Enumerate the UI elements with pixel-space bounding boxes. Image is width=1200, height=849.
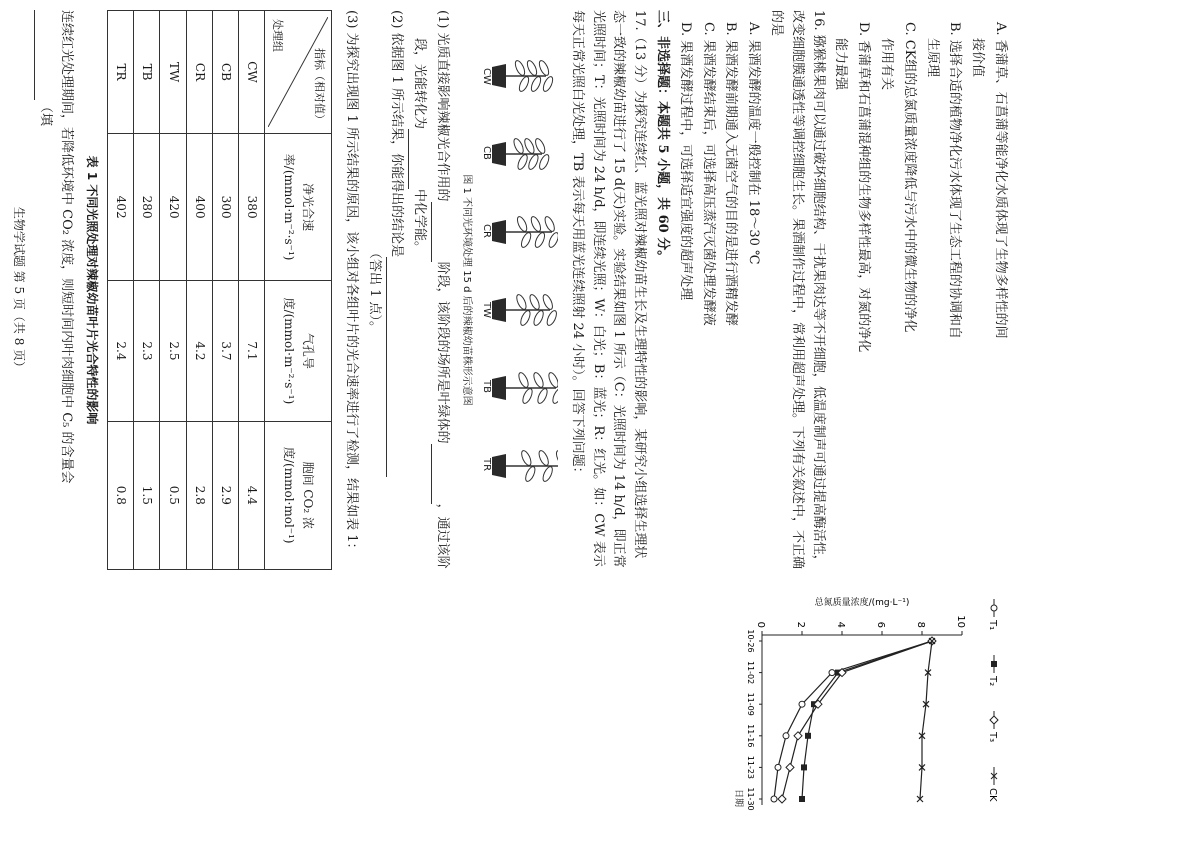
x-axis-label: 日期 bbox=[733, 788, 743, 807]
section-3-heading bbox=[651, 10, 672, 570]
plant-label: TW bbox=[481, 302, 493, 318]
data-point bbox=[829, 670, 835, 676]
chart-svg bbox=[710, 595, 1010, 825]
table-cell: 2.3 bbox=[134, 281, 160, 421]
blank-5[interactable] bbox=[34, 10, 48, 100]
page-footer: 生物学试题 第 5 页（共 8 页） bbox=[12, 206, 27, 374]
table-cell: 380 bbox=[238, 134, 264, 281]
series-line bbox=[774, 641, 932, 799]
legend-label: T₂ bbox=[987, 676, 998, 687]
q17-part-2-score: （答出 1 点）。 bbox=[366, 245, 382, 335]
table-cell: 2.8 bbox=[186, 421, 212, 569]
data-point bbox=[783, 733, 789, 739]
data-point bbox=[794, 732, 802, 740]
plant-sketch bbox=[490, 50, 558, 102]
table-corner-cell bbox=[265, 11, 332, 134]
legend-marker bbox=[990, 716, 998, 724]
plant-label: TB bbox=[481, 380, 493, 393]
q16-option-b: B. 果酒发酵前期通入无菌空气的目的是进行酒精发酵 bbox=[723, 22, 739, 326]
q17-part-1-d: 段，光能转化为 bbox=[412, 38, 428, 130]
table-cell: 1.5 bbox=[134, 421, 160, 569]
table-row bbox=[238, 11, 264, 570]
data-point bbox=[771, 796, 777, 802]
q17-part-1 bbox=[431, 10, 452, 570]
q16-option-c: C. 果酒发酵结束后，可选择高压蒸汽灭菌处理发酵液 bbox=[700, 22, 716, 326]
plant-icon bbox=[490, 128, 558, 180]
x-tick-label: 11-02 bbox=[746, 660, 755, 685]
q17-part-4 bbox=[34, 10, 76, 570]
y-tick-label: 2 bbox=[795, 621, 806, 628]
option-a: A. 香蒲草、石菖蒲等能净化水质体现了生物多样性的间 bbox=[993, 22, 1008, 339]
data-point bbox=[799, 796, 805, 802]
data-point bbox=[801, 764, 807, 770]
y-tick-label: 4 bbox=[835, 621, 846, 628]
legend-label: T₃ bbox=[987, 732, 998, 743]
table-cell: 7.1 bbox=[238, 281, 264, 421]
q17-part-1-cont bbox=[408, 38, 429, 570]
table-header-row bbox=[265, 11, 332, 570]
data-point bbox=[775, 764, 781, 770]
legend-label: T₁ bbox=[987, 620, 998, 631]
q17-part-1-a: (1) 光质直接影响辣椒光合作用的 bbox=[435, 10, 451, 202]
y-tick-label: 0 bbox=[755, 621, 766, 628]
plant-icon bbox=[490, 206, 558, 258]
q17-part-1-e: 中化学能。 bbox=[412, 189, 428, 255]
legend-marker bbox=[991, 661, 997, 667]
x-tick-label: 10-26 bbox=[746, 629, 755, 653]
data-point bbox=[778, 795, 786, 803]
plant-label: CR bbox=[481, 224, 493, 238]
figure-1-plants bbox=[480, 40, 558, 570]
table-row bbox=[134, 11, 160, 570]
x-tick-label: 11-16 bbox=[746, 724, 755, 748]
table-cell: CW bbox=[238, 11, 264, 134]
blank-2[interactable] bbox=[431, 444, 445, 504]
y-tick-label: 10 bbox=[955, 615, 966, 628]
table-row bbox=[212, 11, 238, 570]
data-point bbox=[799, 701, 805, 707]
col-header-1: 气孔导度/(mmol·m⁻²·s⁻¹) bbox=[265, 281, 332, 421]
blank-3[interactable] bbox=[408, 129, 422, 189]
plant-label: CB bbox=[481, 146, 493, 160]
plant-icon bbox=[490, 50, 558, 102]
plant-sketch bbox=[490, 362, 558, 414]
col-header-0: 净光合速率/(mmol·m⁻²·s⁻¹) bbox=[265, 134, 332, 281]
table-row bbox=[107, 11, 133, 570]
table-cell: 0.8 bbox=[107, 421, 133, 569]
q16-option-a: A. 果酒发酵的温度一般控制在 18～30 ℃ bbox=[746, 22, 762, 265]
question-17: 17.（13 分）为探究连续红、蓝光照对辣椒幼苗生长及生理特性的影响，某研究小组选择生理状态一致的辣椒幼苗进行了 15 d(天)实验。实验结果如图 1 所示（C：光照时间为 14 h/d，即正常光照时间；T：光照时间为 24 h/d，即连续光照；W：白光；B：蓝光；R：红光。如：CW 表示每天正常光照白光处理，TB 表示每天用蓝光连续照射 24 小时）。回答下列问题： bbox=[569, 10, 648, 568]
table-cell: 2.4 bbox=[107, 281, 133, 421]
table-cell: 400 bbox=[186, 134, 212, 281]
q17-part-3: (3) 为探究出现图 1 所示结果的原因，该小组对各组叶片的光合速率进行了检测，结果如表 1： bbox=[343, 10, 359, 556]
col-header-2: 胞间 CO₂ 浓度/(mmol·mol⁻¹) bbox=[265, 421, 332, 569]
q17-part-4-text: 连续红光处理期间，若降低环境中 CO₂ 浓度，则短时间内叶肉细胞中 C₅ 的含量会 bbox=[58, 10, 74, 484]
table-cell: 3.7 bbox=[212, 281, 238, 421]
option-b: B. 选择合适的植物净化污水体现了生态工程的协调和自 bbox=[947, 22, 963, 339]
plant-label: CW bbox=[481, 68, 493, 85]
table-row bbox=[160, 11, 186, 570]
table-cell: 0.5 bbox=[160, 421, 186, 569]
q17-part-1-c: ，通过该阶 bbox=[435, 503, 451, 569]
data-point bbox=[786, 763, 794, 771]
corner-bottom-label: 处理组 bbox=[270, 19, 284, 52]
rotated-content bbox=[0, 10, 1010, 830]
blank-4[interactable] bbox=[386, 257, 400, 477]
table-cell: 4.2 bbox=[186, 281, 212, 421]
q17-part-2 bbox=[386, 10, 407, 570]
series-line bbox=[802, 641, 932, 799]
y-tick-label: 6 bbox=[875, 621, 886, 628]
table-row bbox=[186, 11, 212, 570]
q17-part-1-b: 阶段，该阶段的场所是叶绿体的 bbox=[435, 261, 451, 444]
series-line bbox=[920, 641, 932, 799]
figure-1-caption: 图 1 不同光环境处理 15 d 后的辣椒幼苗株形示意图 bbox=[461, 174, 473, 406]
legend-label: CK bbox=[987, 788, 998, 802]
table-cell: CR bbox=[186, 11, 212, 134]
plant-sketch bbox=[490, 128, 558, 180]
plant-icon bbox=[490, 362, 558, 414]
option-d: D. 香蒲草和石菖蒲混种组的生物多样性最高，对氮的净化 bbox=[856, 22, 872, 353]
option-c: C. CK组的总氮质量浓度降低与污水中的微生物的净化 bbox=[901, 22, 917, 333]
table-cell: 300 bbox=[212, 134, 238, 281]
y-axis-label: 总氮质量浓度/(mg·L⁻¹) bbox=[814, 598, 910, 608]
table-cell: TW bbox=[160, 11, 186, 134]
option-c-cont: 作用有关 bbox=[879, 38, 895, 91]
q17-part-2-text: (2) 依据图 1 所示结果，你能得出的结论是 bbox=[389, 10, 405, 258]
corner-top-label: 指标（相对值） bbox=[313, 48, 327, 125]
x-tick-label: 11-30 bbox=[746, 787, 755, 811]
q17-part-4-end: （填 bbox=[37, 100, 53, 127]
plant-sketch bbox=[490, 440, 558, 492]
table-cell: CB bbox=[212, 11, 238, 134]
table-cell: 420 bbox=[160, 134, 186, 281]
table-1 bbox=[107, 10, 332, 570]
blank-1[interactable] bbox=[431, 202, 445, 262]
table-cell: 2.9 bbox=[212, 421, 238, 569]
y-tick-label: 8 bbox=[915, 621, 926, 628]
plant-sketch bbox=[490, 206, 558, 258]
section-3-title: 三、非选择题：本题共 5 小题，共 60 分。 bbox=[655, 10, 671, 264]
plant-icon bbox=[490, 440, 558, 492]
plant-icon bbox=[490, 284, 558, 336]
text-column bbox=[9, 10, 1010, 570]
plant-label: TR bbox=[481, 458, 493, 472]
table-cell: TB bbox=[134, 11, 160, 134]
x-tick-label: 11-09 bbox=[746, 692, 755, 716]
table-1-caption: 表 1 不同光照处理对辣椒幼苗叶片光合特性的影响 bbox=[84, 155, 99, 425]
data-point bbox=[805, 733, 811, 739]
table-cell: TR bbox=[107, 11, 133, 134]
table-cell: 4.4 bbox=[238, 421, 264, 569]
q16-option-d: D. 果酒发酵过程中，可选择适宜强度的超声处理 bbox=[677, 22, 693, 301]
table-cell: 280 bbox=[134, 134, 160, 281]
option-a-cont: 接价值 bbox=[970, 38, 986, 78]
question-16: 16. 猕猴桃果肉可以通过破坏细胞结构、干扰果肉达等不开细胞，低温度制声可通过提高酶活性，改变细胞膜通透性等调控细胞生长。果酒制作过程中，常利用超声处理。下列有关叙述中，不正确的是 bbox=[769, 10, 826, 570]
legend-marker bbox=[991, 605, 997, 611]
option-d-cont: 能力最强 bbox=[833, 38, 849, 91]
line-chart bbox=[710, 595, 1010, 825]
x-tick-label: 11-23 bbox=[746, 755, 755, 780]
table-cell: 402 bbox=[107, 134, 133, 281]
plant-sketch bbox=[490, 284, 558, 336]
table-cell: 2.5 bbox=[160, 281, 186, 421]
option-b-cont: 生原理 bbox=[924, 38, 940, 78]
